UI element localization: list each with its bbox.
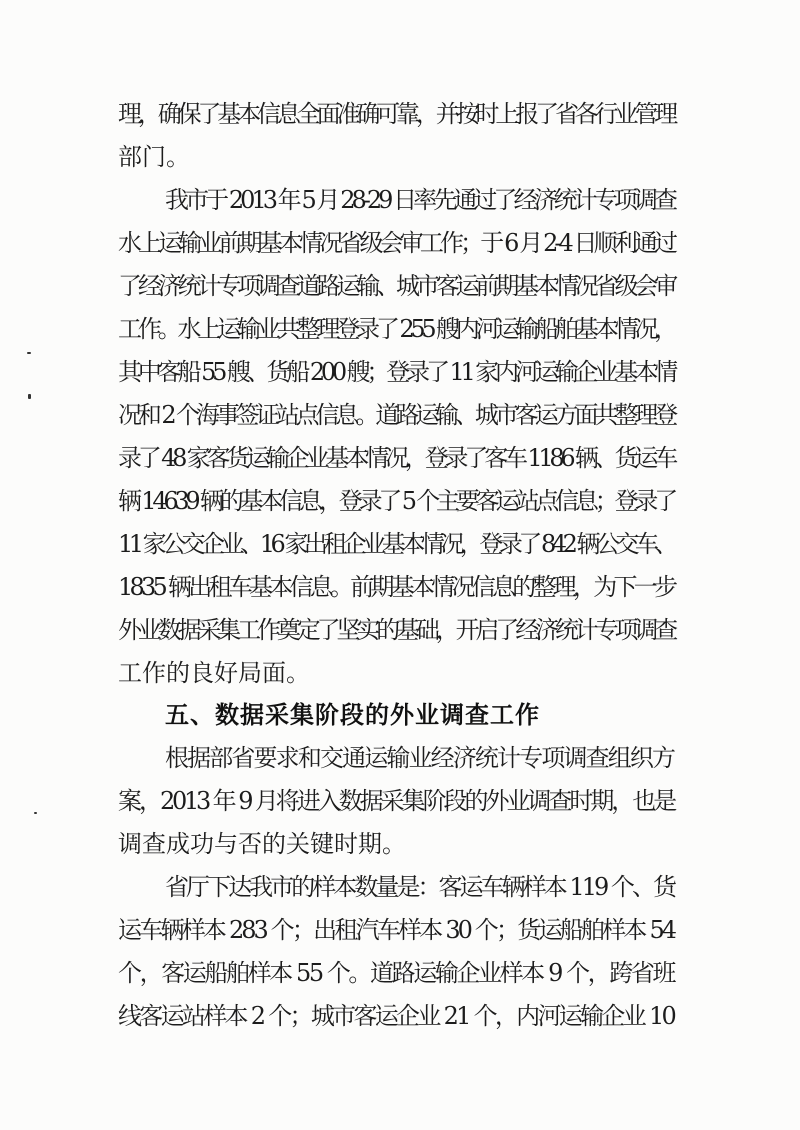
paragraph-line: 调查成功与否的关键时期。 <box>118 830 406 858</box>
paragraph-line: 个，客运船舶样本 55 个。道路运输企业样本 9 个，跨省班 <box>118 959 674 987</box>
paragraph-line: 根据部省要求和交通运输业经济统计专项调查组织方 <box>165 744 674 772</box>
paragraph-line: 录了 48 家客货运输企业基本情况，登录了客车 1186 辆、货运车 <box>118 444 674 472</box>
paragraph-line: 线客运站样本 2 个；城市客运企业 21 个，内河运输企业 10 <box>118 1002 674 1030</box>
paragraph-line: 1835 辆出租车基本信息。前期基本情况信息的整理，为下一步 <box>118 573 675 601</box>
paragraph-line: 理，确保了基本信息全面准确可靠，并按时上报了省各行业管理 <box>118 100 674 128</box>
paragraph-line: 部门。 <box>118 143 190 171</box>
paragraph-line: 11 家公交企业、16 家出租企业基本情况，登录了 842 辆公交车、 <box>118 530 674 558</box>
paragraph-line: 了经济统计专项调查道路运输、城市客运前期基本情况省级会审 <box>118 272 674 300</box>
paragraph-line: 水上运输业前期基本情况省级会审工作；于 6 月 2-4 日顺利通过 <box>118 229 674 257</box>
paragraph-line: 辆 14639 辆的基本信息，登录了 5 个主要客运站点信息；登录了 <box>118 487 674 515</box>
scan-speck <box>34 812 37 814</box>
paragraph-line: 其中客船 55 艘、货船 200 艘；登录了 11 家内河运输企业基本情 <box>118 358 674 386</box>
paragraph-line: 况和 2 个海事签证站点信息。道路运输、城市客运方面共整理登 <box>118 401 674 429</box>
paragraph-line: 案，2013 年 9 月将进入数据采集阶段的外业调查时期，也是 <box>118 787 674 815</box>
scan-speck <box>27 352 31 354</box>
paragraph-line: 省厅下达我市的样本数量是：客运车辆样本 119 个、货 <box>165 873 674 901</box>
paragraph-line: 运车辆样本 283 个；出租汽车样本 30 个；货运船舶样本 54 <box>118 916 674 944</box>
section-heading: 五、数据采集阶段的外业调查工作 <box>165 701 540 729</box>
paragraph-line: 我市于 2013 年 5 月 28-29 日率先通过了经济统计专项调查 <box>165 186 674 214</box>
paragraph-line: 工作。水上运输业共整理登录了 255 艘内河运输船舶基本情况， <box>118 315 674 343</box>
paragraph-line: 工作的良好局面。 <box>118 659 310 687</box>
paragraph-line: 外业数据采集工作奠定了坚实的基础，开启了经济统计专项调查 <box>118 616 674 644</box>
scan-speck <box>28 394 31 399</box>
